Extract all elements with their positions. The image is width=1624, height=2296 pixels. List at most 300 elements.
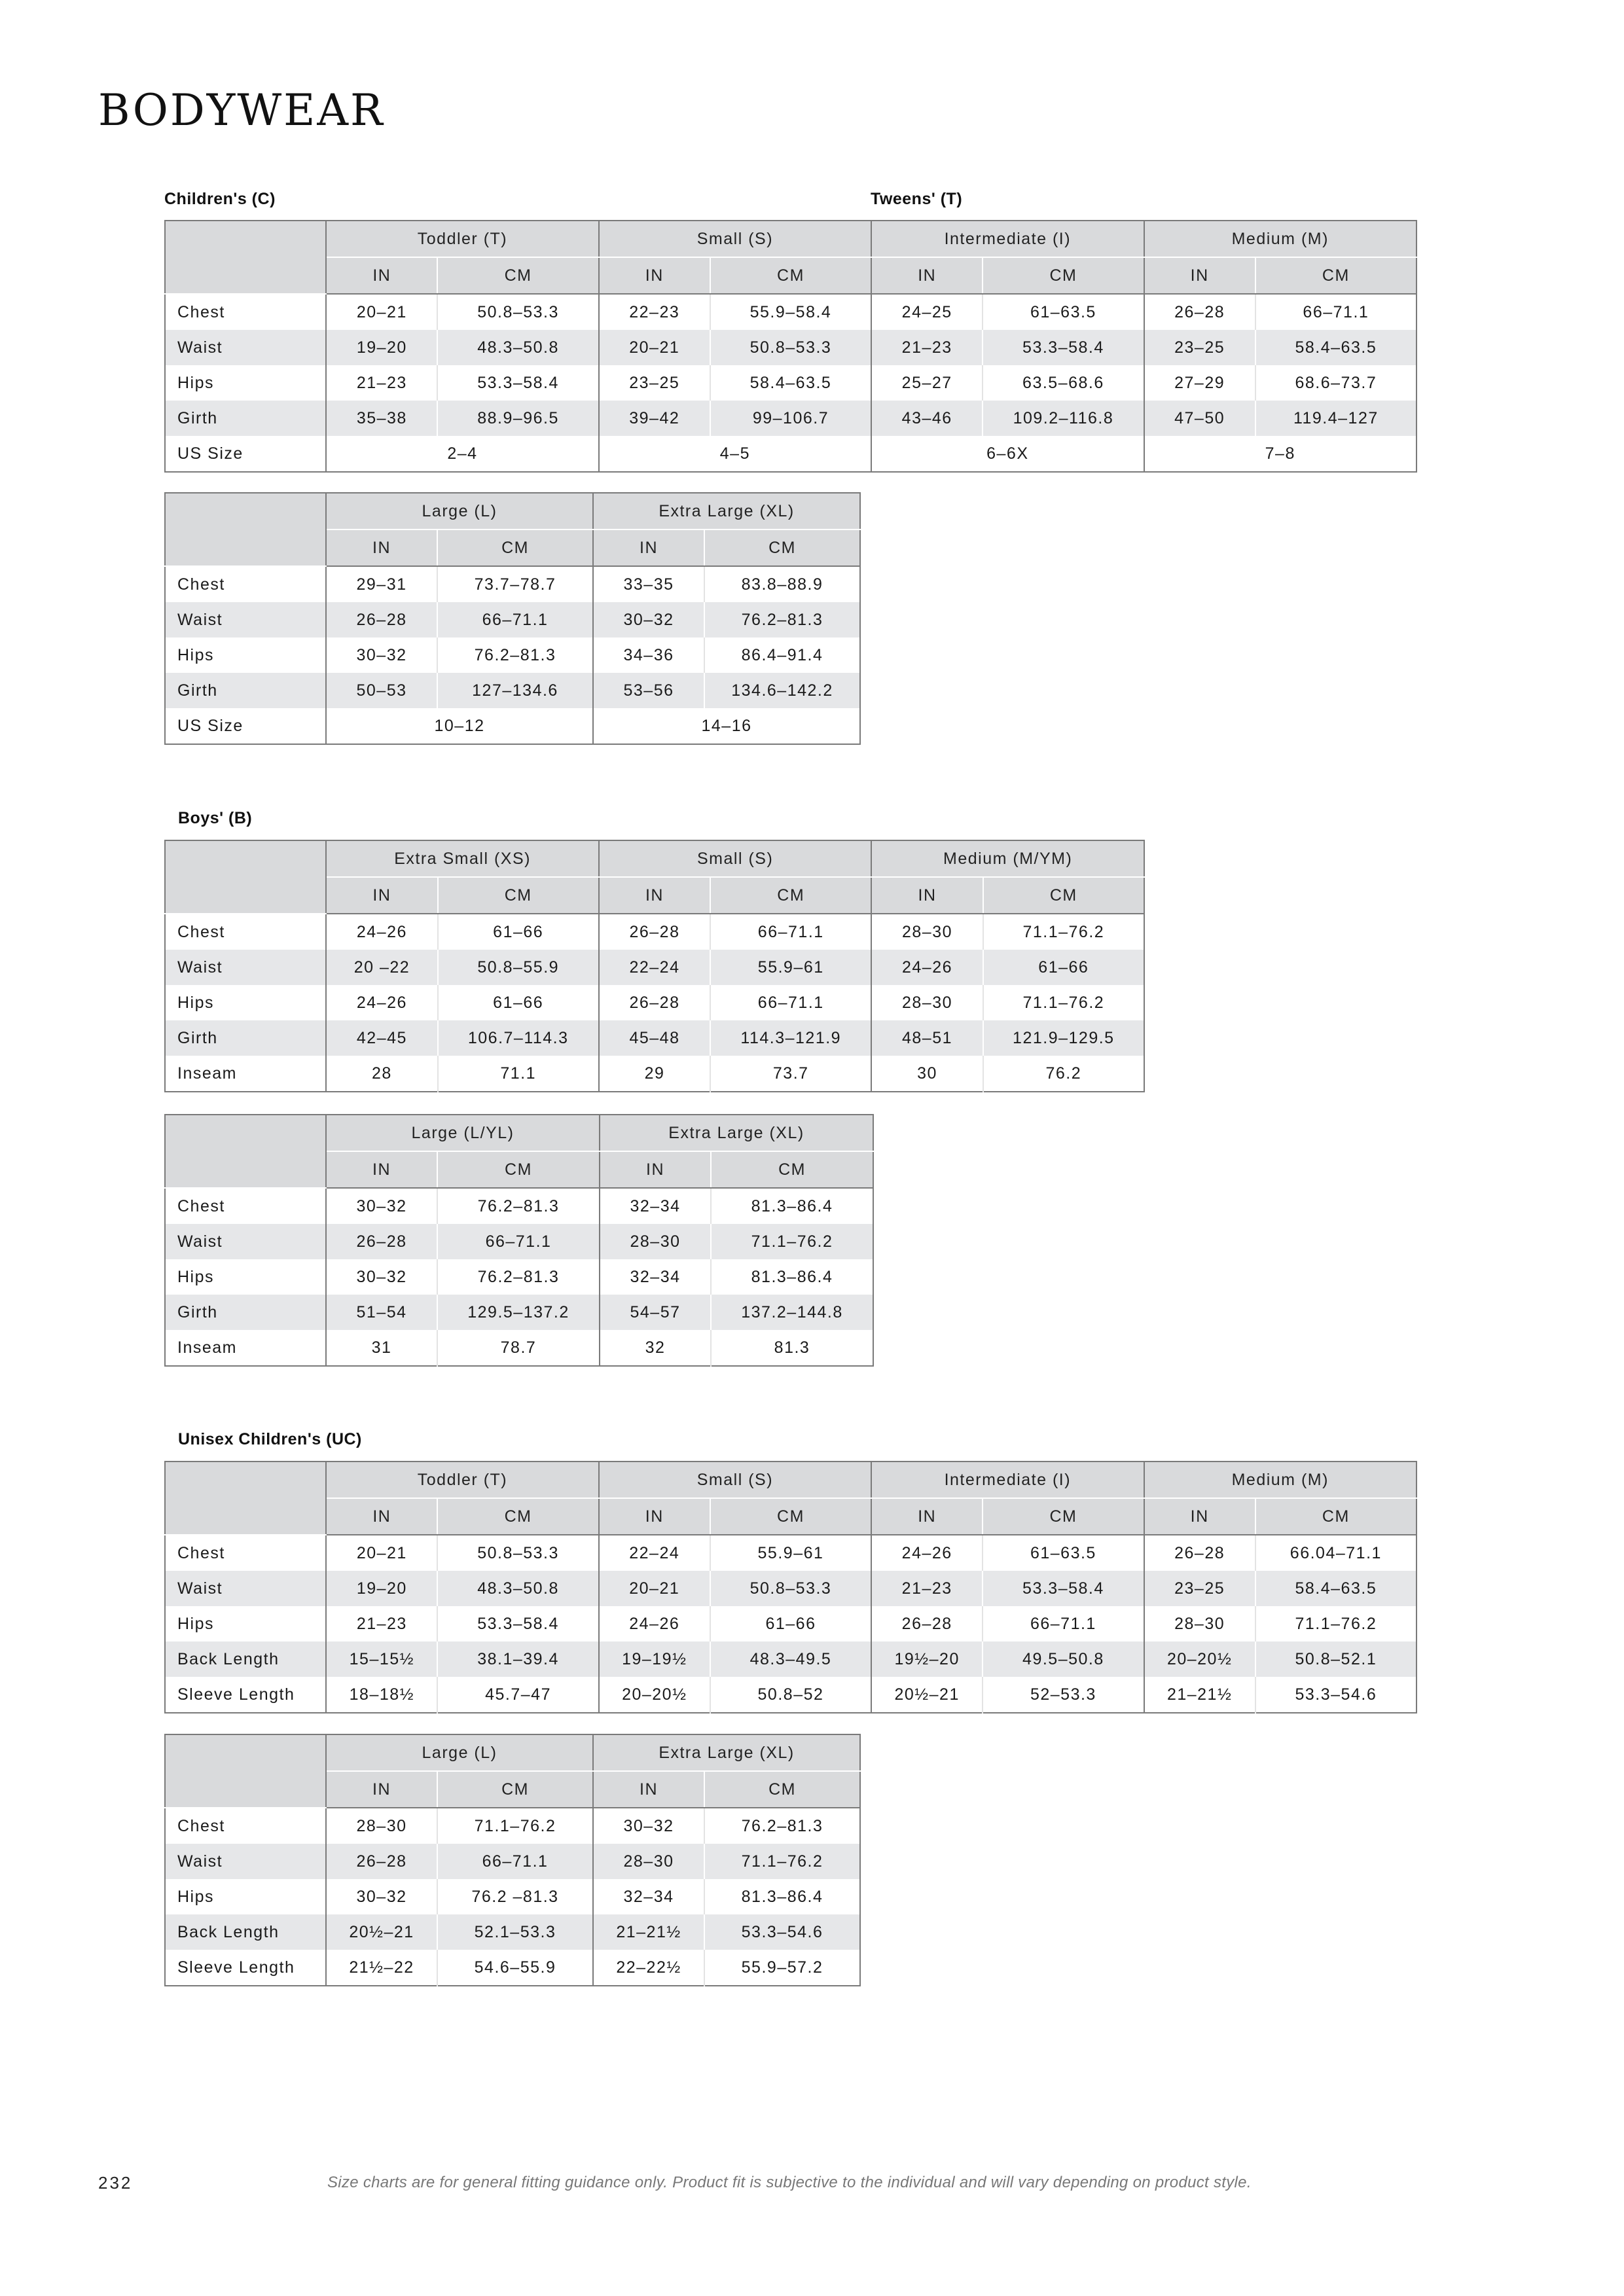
cm-value-cell: 71.1–76.2	[1255, 1606, 1416, 1641]
table-row	[165, 914, 1144, 950]
cm-value-cell: 58.4–63.5	[1255, 330, 1416, 365]
inch-value-cell: 26–28	[1144, 294, 1255, 330]
inch-value-cell: 35–38	[326, 401, 437, 436]
cm-value-cell: 55.9–58.4	[710, 294, 871, 330]
cm-value-cell: 88.9–96.5	[437, 401, 598, 436]
cm-value-cell: 49.5–50.8	[983, 1641, 1144, 1677]
cm-value-cell: 45.7–47	[437, 1677, 598, 1713]
table-row	[165, 566, 860, 602]
cm-value-cell: 68.6–73.7	[1255, 365, 1416, 401]
cm-value-cell: 63.5–68.6	[983, 365, 1144, 401]
cm-value-cell: 99–106.7	[710, 401, 871, 436]
inch-value-cell: 54–57	[600, 1295, 711, 1330]
unit-in-header: IN	[871, 877, 983, 914]
row-label: Sleeve Length	[165, 1950, 326, 1986]
cm-value-cell: 76.2–81.3	[437, 637, 593, 673]
unisex-large-size-table	[164, 1734, 861, 1986]
size-group-header: Extra Large (XL)	[593, 1734, 860, 1771]
inch-value-cell: 23–25	[599, 365, 710, 401]
cm-value-cell: 58.4–63.5	[1255, 1571, 1416, 1606]
row-label: Hips	[165, 637, 326, 673]
cm-value-cell: 53.3–58.4	[437, 1606, 598, 1641]
inch-value-cell: 26–28	[326, 602, 437, 637]
unit-header-row	[165, 257, 1416, 294]
header-corner	[165, 1462, 326, 1535]
unisex-size-table	[164, 1461, 1417, 1713]
row-label: Girth	[165, 1020, 326, 1056]
table-row	[165, 1020, 1144, 1056]
size-group-header: Large (L)	[326, 493, 593, 529]
inch-value-cell: 30	[871, 1056, 983, 1092]
row-label: Girth	[165, 673, 326, 708]
inch-value-cell: 34–36	[593, 637, 704, 673]
row-label: Chest	[165, 1808, 326, 1844]
cm-value-cell: 66–71.1	[983, 1606, 1144, 1641]
inch-value-cell: 28–30	[593, 1844, 704, 1879]
inch-value-cell: 23–25	[1144, 330, 1255, 365]
table-row	[165, 1056, 1144, 1092]
table-row	[165, 1295, 873, 1330]
unit-cm-header: CM	[1255, 1498, 1416, 1535]
table-row	[165, 1879, 860, 1914]
inch-value-cell: 27–29	[1144, 365, 1255, 401]
cm-value-cell: 81.3–86.4	[711, 1259, 873, 1295]
unit-header-row	[165, 1498, 1416, 1535]
inch-value-cell: 20–20½	[1144, 1641, 1255, 1677]
inch-value-cell: 26–28	[599, 914, 710, 950]
unit-cm-header: CM	[437, 1498, 598, 1535]
size-group-header: Medium (M/YM)	[871, 840, 1144, 877]
inch-value-cell: 21–23	[356, 1614, 407, 1633]
inch-value-cell: 19–20	[326, 1571, 437, 1606]
cm-value-cell: 78.7	[437, 1330, 600, 1366]
row-label: Girth	[165, 401, 326, 436]
cm-value-cell: 114.3–121.9	[710, 1020, 871, 1056]
unisex-section-label: Unisex Children's (UC)	[178, 1430, 362, 1448]
table-row	[165, 365, 1416, 401]
tweens-section-label: Tweens' (T)	[871, 190, 963, 208]
inch-value-cell: 30–32	[356, 645, 407, 664]
cm-value-cell: 81.3–86.4	[711, 1188, 873, 1224]
size-group-header: Large (L)	[326, 1734, 593, 1771]
inch-value-cell: 21–21½	[1144, 1677, 1255, 1713]
inch-value-cell: 33–35	[593, 566, 704, 602]
inch-value-cell: 26–28	[599, 985, 710, 1020]
row-label: Chest	[165, 566, 326, 602]
cm-value-cell: 50.8–53.3	[437, 294, 598, 330]
inch-value-cell: 26–28	[326, 1224, 437, 1259]
cm-value-cell: 50.8–52.1	[1255, 1641, 1416, 1677]
childrens-large-size-table	[164, 492, 861, 745]
row-label: Hips	[165, 1879, 326, 1914]
cm-value-cell: 38.1–39.4	[437, 1641, 598, 1677]
us-size-cell: 6–6X	[871, 436, 1144, 472]
us-size-cell: 10–12	[434, 716, 485, 735]
row-label: US Size	[165, 436, 326, 472]
unit-in-header: IN	[593, 529, 704, 566]
cm-value-cell: 81.3–86.4	[704, 1879, 860, 1914]
unit-in-header: IN	[326, 1151, 437, 1188]
inch-value-cell: 51–54	[326, 1295, 437, 1330]
inch-value-cell: 20–21	[356, 1543, 407, 1562]
size-group-header: Medium (M)	[1144, 221, 1416, 257]
table-row	[165, 673, 860, 708]
unit-cm-header: CM	[438, 877, 599, 914]
cm-value-cell: 58.4–63.5	[710, 365, 871, 401]
cm-value-cell: 76.2–81.3	[704, 1808, 860, 1844]
inch-value-cell: 25–27	[871, 365, 983, 401]
inch-value-cell: 48–51	[871, 1020, 983, 1056]
size-group-header: Medium (M)	[1144, 1462, 1416, 1498]
inch-value-cell: 19–20	[326, 330, 437, 365]
table-row	[165, 1808, 860, 1844]
table-row	[165, 1641, 1416, 1677]
unit-cm-header: CM	[710, 257, 871, 294]
cm-value-cell: 61–66	[438, 914, 599, 950]
inch-value-cell: 21½–22	[349, 1958, 414, 1977]
inch-value-cell: 20–21	[599, 1571, 710, 1606]
inch-value-cell: 28–30	[1144, 1606, 1255, 1641]
cm-value-cell: 71.1–76.2	[983, 914, 1144, 950]
header-corner	[165, 840, 326, 914]
inch-value-cell: 50–53	[326, 673, 437, 708]
cm-value-cell: 54.6–55.9	[437, 1950, 593, 1986]
cm-value-cell: 76.2–81.3	[437, 1188, 600, 1224]
inch-value-cell: 42–45	[326, 1020, 437, 1056]
cm-value-cell: 66–71.1	[710, 985, 871, 1020]
cm-value-cell: 50.8–53.3	[710, 330, 871, 365]
unit-cm-header: CM	[437, 1771, 593, 1808]
cm-value-cell: 61–63.5	[983, 1535, 1144, 1571]
inch-value-cell: 28–30	[356, 1816, 407, 1835]
unit-cm-header: CM	[437, 257, 598, 294]
row-label: Back Length	[165, 1641, 326, 1677]
size-group-header-row	[165, 1734, 860, 1771]
size-group-header-row	[165, 221, 1416, 257]
cm-value-cell: 55.9–57.2	[704, 1950, 860, 1986]
inch-value-cell: 45–48	[599, 1020, 710, 1056]
inch-value-cell: 20–21	[356, 302, 407, 321]
inch-value-cell: 30–32	[356, 1267, 407, 1286]
size-group-header: Small (S)	[599, 840, 872, 877]
table-row	[165, 1571, 1416, 1606]
unit-cm-header: CM	[983, 257, 1144, 294]
inch-value-cell: 22–22½	[593, 1950, 704, 1986]
inch-value-cell: 19½–20	[871, 1641, 983, 1677]
table-row	[165, 1224, 873, 1259]
boys-large-size-table	[164, 1114, 874, 1367]
row-label: Girth	[165, 1295, 326, 1330]
inch-value-cell: 29	[599, 1056, 710, 1092]
cm-value-cell: 81.3	[711, 1330, 873, 1366]
row-label: Waist	[165, 1224, 326, 1259]
cm-value-cell: 66–71.1	[437, 1224, 600, 1259]
cm-value-cell: 119.4–127	[1255, 401, 1416, 436]
inch-value-cell: 24–26	[599, 1606, 710, 1641]
table-row	[165, 294, 1416, 330]
unit-cm-header: CM	[704, 529, 860, 566]
inch-value-cell: 15–15½	[326, 1641, 437, 1677]
inch-value-cell: 28–30	[871, 985, 983, 1020]
unit-cm-header: CM	[437, 1151, 600, 1188]
cm-value-cell: 66.04–71.1	[1255, 1535, 1416, 1571]
unit-in-header: IN	[600, 1151, 711, 1188]
cm-value-cell: 71.1–76.2	[983, 985, 1144, 1020]
unit-cm-header: CM	[437, 529, 593, 566]
cm-value-cell: 109.2–116.8	[983, 401, 1144, 436]
inch-value-cell: 29–31	[356, 575, 407, 594]
row-label: Hips	[165, 365, 326, 401]
inch-value-cell: 43–46	[871, 401, 983, 436]
boys-section-label: Boys' (B)	[178, 809, 253, 827]
table-row	[165, 1677, 1416, 1713]
inch-value-cell: 47–50	[1144, 401, 1255, 436]
size-group-header: Extra Small (XS)	[326, 840, 599, 877]
unit-in-header: IN	[599, 1498, 710, 1535]
unit-in-header: IN	[326, 257, 437, 294]
cm-value-cell: 76.2–81.3	[704, 602, 860, 637]
unit-in-header: IN	[871, 1498, 983, 1535]
childrens-size-table	[164, 220, 1417, 473]
inch-value-cell: 18–18½	[349, 1685, 415, 1704]
cm-value-cell: 50.8–52	[710, 1677, 871, 1713]
unit-in-header: IN	[871, 257, 983, 294]
unit-cm-header: CM	[710, 877, 871, 914]
unit-cm-header: CM	[711, 1151, 873, 1188]
inch-value-cell: 24–26	[871, 1535, 983, 1571]
size-group-header: Toddler (T)	[326, 1462, 598, 1498]
size-group-header-row	[165, 493, 860, 529]
cm-value-cell: 50.8–55.9	[438, 950, 599, 985]
cm-value-cell: 61–66	[983, 950, 1144, 985]
cm-value-cell: 76.2–81.3	[437, 1259, 600, 1295]
inch-value-cell: 32–34	[600, 1188, 711, 1224]
cm-value-cell: 52–53.3	[983, 1677, 1144, 1713]
unit-in-header: IN	[599, 877, 710, 914]
table-row	[165, 401, 1416, 436]
cm-value-cell: 71.1–76.2	[437, 1808, 593, 1844]
row-label: Sleeve Length	[165, 1677, 326, 1713]
childrens-section-label: Children's (C)	[164, 190, 276, 208]
disclaimer: Size charts are for general fitting guidance only. Product fit is subjective to the individual and will vary depending on product style.	[327, 2174, 1252, 2191]
inch-value-cell: 30–32	[356, 1887, 407, 1906]
cm-value-cell: 66–71.1	[710, 914, 871, 950]
cm-value-cell: 61–66	[710, 1606, 871, 1641]
cm-value-cell: 66–71.1	[437, 1844, 593, 1879]
cm-value-cell: 66–71.1	[1255, 294, 1416, 330]
us-size-row	[165, 708, 860, 744]
page-number: 232	[98, 2173, 133, 2193]
row-label: Waist	[165, 330, 326, 365]
cm-value-cell: 55.9–61	[710, 1535, 871, 1571]
cm-value-cell: 134.6–142.2	[704, 673, 860, 708]
table-row	[165, 330, 1416, 365]
inch-value-cell: 30–32	[356, 1196, 407, 1215]
inch-value-cell: 30–32	[593, 1808, 704, 1844]
inch-value-cell: 53–56	[593, 673, 704, 708]
unit-cm-header: CM	[1255, 257, 1416, 294]
inch-value-cell: 24–26	[356, 993, 407, 1012]
unit-in-header: IN	[593, 1771, 704, 1808]
us-size-cell: 2–4	[447, 444, 478, 463]
header-corner	[165, 493, 326, 566]
cm-value-cell: 61–66	[438, 985, 599, 1020]
inch-value-cell: 20½–21	[871, 1677, 983, 1713]
unit-in-header: IN	[326, 877, 437, 914]
cm-value-cell: 83.8–88.9	[704, 566, 860, 602]
inch-value-cell: 21–21½	[593, 1914, 704, 1950]
inch-value-cell: 30–32	[593, 602, 704, 637]
us-size-row	[165, 436, 1416, 472]
cm-value-cell: 129.5–137.2	[437, 1295, 600, 1330]
table-row	[165, 950, 1144, 985]
inch-value-cell: 22–23	[599, 294, 710, 330]
inch-value-cell: 28	[372, 1064, 392, 1083]
cm-value-cell: 53.3–58.4	[437, 365, 598, 401]
cm-value-cell: 76.2 –81.3	[437, 1879, 593, 1914]
table-row	[165, 1950, 860, 1986]
unit-cm-header: CM	[710, 1498, 871, 1535]
inch-value-cell: 28–30	[871, 914, 983, 950]
cm-value-cell: 55.9–61	[710, 950, 871, 985]
row-label: Back Length	[165, 1914, 326, 1950]
size-group-header: Large (L/YL)	[326, 1115, 600, 1151]
row-label: Inseam	[165, 1056, 326, 1092]
cm-value-cell: 53.3–58.4	[983, 330, 1144, 365]
table-row	[165, 602, 860, 637]
cm-value-cell: 53.3–58.4	[983, 1571, 1144, 1606]
inch-value-cell: 39–42	[599, 401, 710, 436]
inch-value-cell: 24–26	[356, 922, 407, 941]
table-row	[165, 1259, 873, 1295]
page-title: BODYWEAR	[98, 85, 385, 135]
inch-value-cell: 20–20½	[599, 1677, 710, 1713]
size-group-header: Small (S)	[599, 1462, 871, 1498]
cm-value-cell: 53.3–54.6	[1255, 1677, 1416, 1713]
size-group-header-row	[165, 1462, 1416, 1498]
inch-value-cell: 26–28	[326, 1844, 437, 1879]
us-size-cell: 14–16	[593, 708, 860, 744]
row-label: Chest	[165, 1535, 326, 1571]
inch-value-cell: 20 –22	[326, 950, 437, 985]
cm-value-cell: 106.7–114.3	[438, 1020, 599, 1056]
inch-value-cell: 21–23	[356, 373, 407, 392]
unit-in-header: IN	[326, 529, 437, 566]
row-label: Hips	[165, 985, 326, 1020]
cm-value-cell: 52.1–53.3	[437, 1914, 593, 1950]
cm-value-cell: 48.3–50.8	[437, 330, 598, 365]
cm-value-cell: 61–63.5	[983, 294, 1144, 330]
cm-value-cell: 66–71.1	[437, 602, 593, 637]
row-label: Chest	[165, 1188, 326, 1224]
table-row	[165, 1535, 1416, 1571]
inch-value-cell: 20½–21	[326, 1914, 437, 1950]
inch-value-cell: 32	[600, 1330, 711, 1366]
size-group-header-row	[165, 840, 1144, 877]
row-label: Hips	[165, 1259, 326, 1295]
row-label: Inseam	[165, 1330, 326, 1366]
cm-value-cell: 73.7	[710, 1056, 871, 1092]
unit-in-header: IN	[326, 1498, 437, 1535]
cm-value-cell: 121.9–129.5	[983, 1020, 1144, 1056]
unit-cm-header: CM	[704, 1771, 860, 1808]
inch-value-cell: 20–21	[599, 330, 710, 365]
row-label: US Size	[165, 708, 326, 744]
cm-value-cell: 86.4–91.4	[704, 637, 860, 673]
header-corner	[165, 1115, 326, 1188]
size-group-header-row	[165, 1115, 873, 1151]
inch-value-cell: 32–34	[593, 1879, 704, 1914]
cm-value-cell: 48.3–50.8	[437, 1571, 598, 1606]
inch-value-cell: 22–24	[599, 950, 710, 985]
cm-value-cell: 53.3–54.6	[704, 1914, 860, 1950]
size-group-header: Intermediate (I)	[871, 1462, 1144, 1498]
header-corner	[165, 1734, 326, 1808]
unit-in-header: IN	[326, 1771, 437, 1808]
size-group-header: Intermediate (I)	[871, 221, 1144, 257]
table-row	[165, 1914, 860, 1950]
cm-value-cell: 50.8–53.3	[710, 1571, 871, 1606]
unit-in-header: IN	[599, 257, 710, 294]
inch-value-cell: 32–34	[600, 1259, 711, 1295]
unit-cm-header: CM	[983, 1498, 1144, 1535]
cm-value-cell: 48.3–49.5	[710, 1641, 871, 1677]
table-row	[165, 1188, 873, 1224]
row-label: Waist	[165, 1844, 326, 1879]
row-label: Hips	[165, 1606, 326, 1641]
cm-value-cell: 137.2–144.8	[711, 1295, 873, 1330]
header-corner	[165, 221, 326, 294]
inch-value-cell: 26–28	[871, 1606, 983, 1641]
size-group-header: Small (S)	[599, 221, 871, 257]
table-row	[165, 1606, 1416, 1641]
cm-value-cell: 50.8–53.3	[437, 1535, 598, 1571]
table-row	[165, 1330, 873, 1366]
row-label: Waist	[165, 602, 326, 637]
row-label: Chest	[165, 914, 326, 950]
unit-in-header: IN	[1144, 1498, 1255, 1535]
inch-value-cell: 23–25	[1144, 1571, 1255, 1606]
table-row	[165, 1844, 860, 1879]
boys-size-table	[164, 840, 1145, 1092]
row-label: Waist	[165, 950, 326, 985]
inch-value-cell: 26–28	[1144, 1535, 1255, 1571]
row-label: Chest	[165, 294, 326, 330]
unit-in-header: IN	[1144, 257, 1255, 294]
cm-value-cell: 73.7–78.7	[437, 566, 593, 602]
size-group-header: Extra Large (XL)	[600, 1115, 873, 1151]
inch-value-cell: 24–26	[871, 950, 983, 985]
unit-cm-header: CM	[983, 877, 1144, 914]
table-row	[165, 985, 1144, 1020]
inch-value-cell: 24–25	[871, 294, 983, 330]
cm-value-cell: 76.2	[983, 1056, 1144, 1092]
table-row	[165, 637, 860, 673]
inch-value-cell: 22–24	[599, 1535, 710, 1571]
size-group-header: Extra Large (XL)	[593, 493, 860, 529]
cm-value-cell: 71.1	[438, 1056, 599, 1092]
us-size-cell: 4–5	[599, 436, 871, 472]
us-size-cell: 7–8	[1144, 436, 1416, 472]
inch-value-cell: 28–30	[600, 1224, 711, 1259]
inch-value-cell: 21–23	[871, 1571, 983, 1606]
inch-value-cell: 19–19½	[599, 1641, 710, 1677]
size-group-header: Toddler (T)	[326, 221, 598, 257]
inch-value-cell: 31	[371, 1338, 392, 1357]
cm-value-cell: 127–134.6	[437, 673, 593, 708]
row-label: Waist	[165, 1571, 326, 1606]
cm-value-cell: 71.1–76.2	[711, 1224, 873, 1259]
